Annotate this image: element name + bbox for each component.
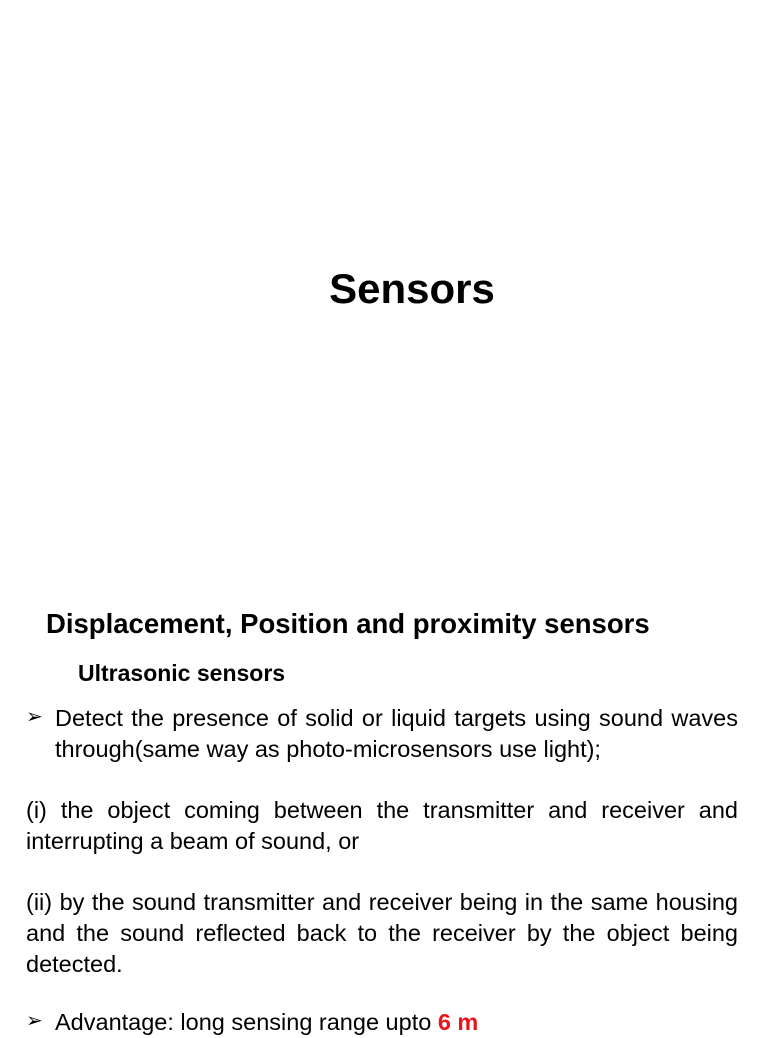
highlight-value: 6 m	[437, 1009, 479, 1035]
bullet-item	[26, 703, 738, 765]
paragraph: (i) the object coming between the transmitter and receiver and interrupting a beam of sound, or	[26, 797, 738, 854]
bullet-item	[26, 1007, 738, 1038]
bullet-text: Detect the presence of solid or liquid targets using sound waves through(same way as photo-microsensors use light);	[55, 705, 738, 762]
slide-title: Sensors	[329, 265, 495, 312]
subheading: Ultrasonic sensors	[78, 660, 286, 686]
section-heading: Displacement, Position and proximity sensors	[46, 608, 650, 639]
bullet-text	[55, 1007, 738, 1038]
bullet-text-lead: Advantage: long sensing range upto	[55, 1009, 438, 1035]
arrow-bullet-icon: ➢	[26, 706, 43, 728]
arrow-bullet-icon: ➢	[26, 1010, 43, 1032]
paragraph: (ii) by the sound transmitter and receiver being in the same housing and the sound reflected back to the receiver by the object being detected.	[26, 889, 738, 977]
